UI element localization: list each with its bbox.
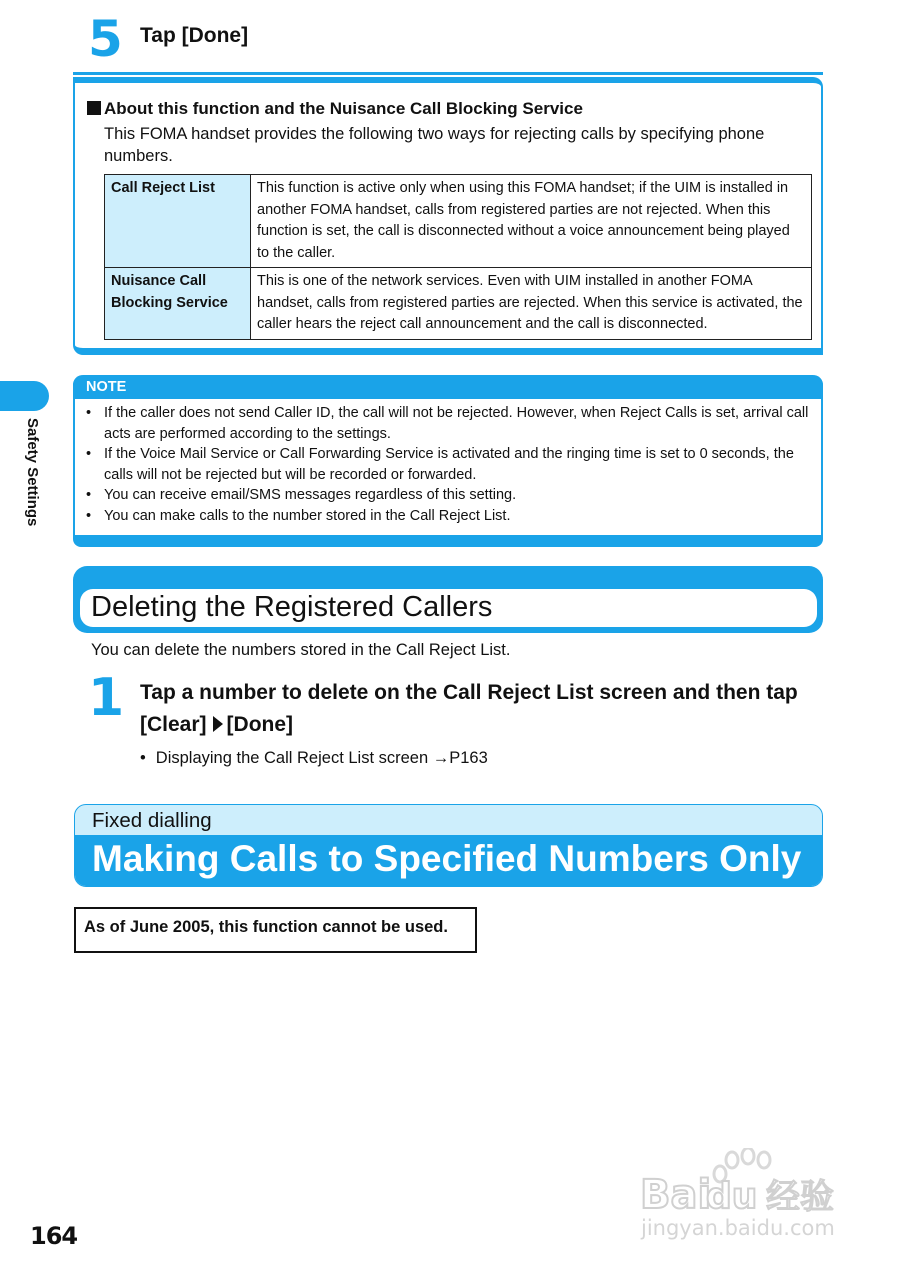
section-title: Deleting the Registered Callers bbox=[91, 591, 493, 623]
square-bullet-icon bbox=[87, 101, 101, 115]
table-value: This function is active only when using this FOMA handset; if the UIM is installed in another FOMA handset, calls from registered parties are not rejected. When this function is set, the call is disconnected without a voice announcement being played to the caller. bbox=[251, 175, 812, 268]
table-value: This is one of the network services. Even with UIM installed in another FOMA handset, calls from registered parties are rejected. When this service is activated, the caller hears the reject call announcement and the call is disconnected. bbox=[251, 268, 812, 340]
function-table bbox=[104, 174, 812, 340]
svg-text:经验: 经验 bbox=[766, 1177, 834, 1217]
step-number: 1 bbox=[88, 668, 125, 728]
table-row bbox=[105, 175, 812, 268]
section-label: Fixed dialling bbox=[92, 809, 212, 832]
side-tab-label: Safety Settings bbox=[24, 418, 41, 527]
svg-text:du: du bbox=[706, 1176, 758, 1217]
svg-text:Bai: Bai bbox=[640, 1172, 712, 1218]
page-number: 164 bbox=[30, 1222, 78, 1250]
table-key: Call Reject List bbox=[105, 175, 251, 268]
list-item: • You can make calls to the number stored in the Call Reject List. bbox=[86, 506, 816, 527]
list-item: • If the caller does not send Caller ID, the call will not be rejected. However, when Reject Calls is set, arrival call acts are performed according to the settings. bbox=[86, 403, 816, 444]
arrow-right-icon bbox=[213, 716, 223, 732]
step-number: 5 bbox=[88, 10, 123, 68]
step-reference: • Displaying the Call Reject List screen →P163 bbox=[140, 749, 488, 767]
watermark-url: jingyan.baidu.com bbox=[641, 1216, 835, 1240]
table-key: Nuisance Call Blocking Service bbox=[105, 268, 251, 340]
baidu-watermark-logo bbox=[640, 1148, 850, 1218]
note-list bbox=[86, 403, 816, 526]
section-title: Making Calls to Specified Numbers Only bbox=[92, 838, 802, 879]
about-intro: This FOMA handset provides the following two ways for rejecting calls by specifying phone numbers. bbox=[104, 125, 765, 165]
list-item: • You can receive email/SMS messages regardless of this setting. bbox=[86, 485, 816, 506]
note-header-bar bbox=[73, 375, 823, 399]
step-instruction: Tap a number to delete on the Call Reject List screen and then tap [Clear] [Done] bbox=[140, 681, 798, 736]
step-instruction: Tap [Done] bbox=[140, 24, 249, 47]
section-description: You can delete the numbers stored in the Call Reject List. bbox=[91, 641, 511, 659]
table-row bbox=[105, 268, 812, 340]
note-title: NOTE bbox=[86, 379, 127, 395]
side-tab-marker bbox=[0, 381, 49, 411]
notice-text: As of June 2005, this function cannot be used. bbox=[84, 918, 448, 936]
about-heading: About this function and the Nuisance Call Blocking Service bbox=[87, 99, 583, 119]
list-item: • If the Voice Mail Service or Call Forwarding Service is activated and the ringing time is set to 0 seconds, the calls will not be rejected but will be recorded or forwarded. bbox=[86, 444, 816, 485]
